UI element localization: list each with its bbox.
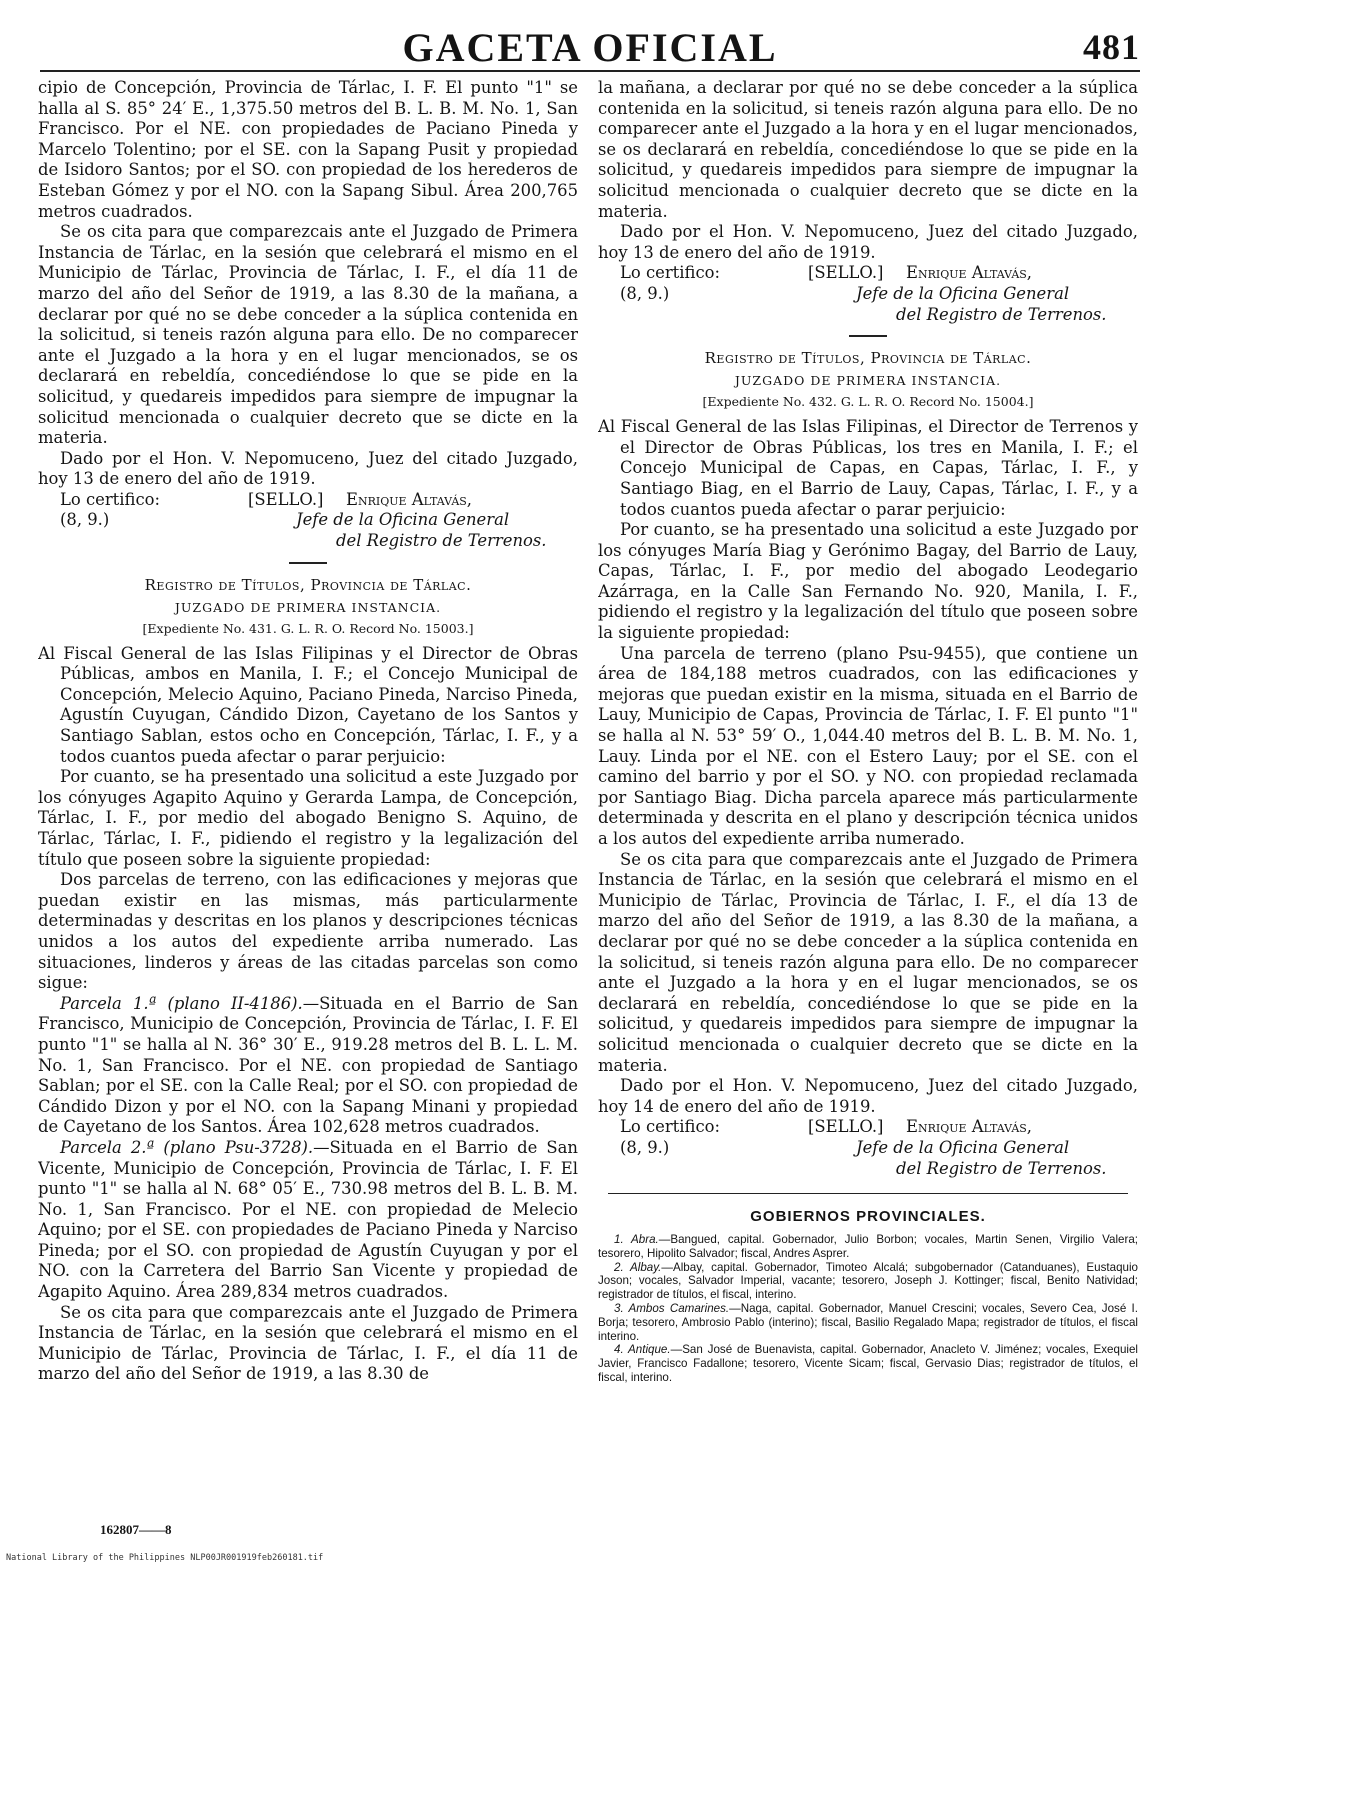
court-heading: JUZGADO DE PRIMERA INSTANCIA. <box>734 373 1002 389</box>
province-label: 1. Abra. <box>614 1233 659 1247</box>
signature-block-right-2 <box>598 1117 1138 1179</box>
province-entry-albay <box>598 1261 1138 1302</box>
signer-role-1: Jefe de la Oficina General <box>856 1137 1070 1157</box>
certifico-label: Lo certifico: <box>620 263 721 283</box>
section-divider <box>849 335 887 337</box>
summons-paragraph: Se os cita para que comparezcais ante el Juzgado de Primera Instancia de Tárlac, en la sesión que celebrará el mismo en el Municipio de Tárlac, Provincia de Tárlac, I. F., el día 11 de marzo del año del Señor de 1919, a las 8.30 de la mañana, a declarar por qué no se debe conceder a la súplica contenida en la solicitud, si teneis razón alguna para ello. De no comparecer ante el Juzgado a la hora y en el lugar mencionados, se os declarará en rebeldía, concediéndose lo que se pide en la solicitud, y quedareis impedidos para siempre de impugnar la solicitud mencionada o cualquier decreto que se dicte en la materia. <box>38 222 578 448</box>
parcel-2-text: —Situada en el Barrio de San Vicente, Municipio de Concepción, Provincia de Tárlac, I. F. El punto "1" se halla al N. 68° 05′ E., 730.98 metros del B. L. B. M. No. 1, San Francisco. Por el NE. con propiedad de Melecio Aquino; por el SE. con propiedades de Paciano Pineda y Narciso Pineda; por el SO. con propiedad de Agustín Cuyugan y por el NO. con la Carretera del Barrio San Vicente y propiedad de Agapito Aquino. Área 289,834 metros cuadrados. <box>38 1137 578 1302</box>
province-text: —San José de Buenavista, capital. Gobernador, Anacleto V. Jiménez; vocales, Exequiel Javier, Francisco Fadallone; tesorero, Vicente Sicam; fiscal, Gervasio Dias; registrador de títulos, el fiscal, interino. <box>598 1343 1138 1385</box>
parcel-1-paragraph <box>38 994 578 1138</box>
parcel-paragraph: Una parcela de terreno (plano Psu-9455), que contiene un área de 184,188 metros cuadrados, con las edificaciones y mejoras que puedan existir en la misma, situada en el Barrio de Lauy, Municipio de Capas, Provincia de Tárlac, I. F. El punto "1" se halla al N. 53° 59′ O., 1,044.40 metros del B. L. B. M. No. 1, Lauy. Linda por el NE. con el Estero Lauy; por el SE. con el camino del barrio y por el SO. y NO. con propiedad reclamada por Santiago Biag. Dicha parcela aparece más particularmente determinada y descrita en el plano y descripción técnica unidos a los autos del expediente arriba numerado. <box>598 643 1138 848</box>
seal-mark: [SELLO.] <box>808 263 884 283</box>
address-paragraph: Al Fiscal General de las Islas Filipinas y el Director de Obras Públicas, ambos en Manila, I. F.; el Concejo Municipal de Concepción, Melecio Aquino, Paciano Pineda, Narciso Pineda, Agustín Cuyugan, Cándido Dizon, Cayetano de los Santos y Santiago Sablan, estos ocho en Concepción, Tárlac, I. F., y a todos cuantos pueda afectar o parar perjuicio: <box>38 643 578 766</box>
province-text: —Bangued, capital. Gobernador, Julio Borbon; vocales, Martin Senen, Virgilio Valera; tesorero, Hipolito Salvador; fiscal, Andres Asprer. <box>598 1233 1138 1260</box>
province-entry-ambos-camarines <box>598 1302 1138 1343</box>
section-divider <box>289 562 327 564</box>
certifico-label: Lo certifico: <box>620 1117 721 1137</box>
publication-ref: (8, 9.) <box>620 1137 670 1157</box>
province-entry-antique <box>598 1343 1138 1384</box>
province-label: 3. Ambos Camarines. <box>614 1302 730 1316</box>
signer-role-1: Jefe de la Oficina General <box>296 510 510 530</box>
province-entry-abra <box>598 1233 1138 1261</box>
dated-paragraph-right-2: Dado por el Hon. V. Nepomuceno, Juez del citado Juzgado, hoy 14 de enero del año de 1919. <box>598 1076 1138 1116</box>
dated-paragraph-right: Dado por el Hon. V. Nepomuceno, Juez del citado Juzgado, hoy 13 de enero del año de 1919. <box>598 222 1138 262</box>
dated-paragraph: Dado por el Hon. V. Nepomuceno, Juez del citado Juzgado, hoy 13 de enero del año de 1919. <box>38 448 578 489</box>
seal-mark: [SELLO.] <box>248 489 324 509</box>
case-record: [Expediente No. 432. G. L. R. O. Record No. 15004.] <box>702 394 1034 410</box>
province-text: —Naga, capital. Gobernador, Manuel Crescini; vocales, Severo Cea, José I. Borja; tesorero, Ambrosio Pablo (interino); fiscal, Basilio Regalado Mapa; registrador de títulos, el fiscal interino. <box>598 1302 1138 1343</box>
petition-paragraph: Por cuanto, se ha presentado una solicitud a este Juzgado por los cónyuges Agapito Aquino y Gerarda Lampa, de Concepción, Tárlac, I. F., por medio del abogado Benigno S. Aquino, de Tárlac, Tárlac, I. F., pidiendo el registro y la legalización del título que poseen sobre la siguiente propiedad: <box>38 767 578 869</box>
parcel-1-text: —Situada en el Barrio de San Francisco, Municipio de Concepción, Provincia de Tárlac, I. F. El punto "1" se halla al N. 36° 30′ E., 919.28 metros del B. L. L. M. No. 1, San Francisco. Por el NE. con propiedad de Santiago Sablan; por el SE. con la Calle Real; por el SO. con propiedad de Cándido Dizon y por el NO. con la Sapang Minani y propiedad de Cayetano de los Santos. Área 102,628 metros cuadrados. <box>38 993 578 1137</box>
address-paragraph: Al Fiscal General de las Islas Filipinas, el Director de Terrenos y el Director de Obras Públicas, los tres en Manila, I. F.; el Concejo Municipal de Capas, en Capas, Tárlac, I. F., y Santiago Biag, en el Barrio de Lauy, Capas, Tárlac, I. F., y a todos cuantos pueda afectar o parar perjuicio: <box>598 417 1138 519</box>
province-label: 4. Antique. <box>614 1343 671 1357</box>
right-column <box>598 78 1138 1518</box>
signer-role-2: del Registro de Terrenos. <box>336 531 547 551</box>
court-heading: JUZGADO DE PRIMERA INSTANCIA. <box>174 599 442 615</box>
parcel-1-label: Parcela 1.ª (plano II-4186). <box>60 993 303 1013</box>
page-number: 481 <box>1083 27 1140 67</box>
signer-role-2: del Registro de Terrenos. <box>896 1158 1107 1178</box>
signer-role-2: del Registro de Terrenos. <box>896 304 1107 324</box>
province-text: —Albay, capital. Gobernador, Timoteo Alcalá; subgobernador (Catanduanes), Eustaquio Joson; vocales, Salvador Imperial, vacante; tesorero, Joseph J. Kottinger; fiscal, Benito Natividad; registrador de títulos, el fiscal, interino. <box>598 1260 1138 1302</box>
signer-name: Enrique Altavás, <box>906 263 1033 283</box>
publication-ref: (8, 9.) <box>60 510 110 530</box>
registry-heading: Registro de Títulos, Provincia de Tárlac. <box>704 349 1032 368</box>
left-column <box>38 78 578 1518</box>
continued-paragraph: cipio de Concepción, Provincia de Tárlac, I. F. El punto "1" se halla al S. 85° 24′ E., 1,375.50 metros del B. L. B. M. No. 1, San Francisco. Por el NE. con propiedades de Paciano Pineda y Marcelo Tolentino; por el SE. con la Sapang Pusit y propiedad de Isidoro Santos; por el SO. con propiedad de los herederos de Esteban Gómez y por el NO. con la Sapang Sibul. Área 200,765 metros cuadrados. <box>38 78 578 221</box>
case-record: [Expediente No. 431. G. L. R. O. Record No. 15003.] <box>142 620 474 636</box>
provincial-governments-heading: GOBIERNOS PROVINCIALES. <box>750 1208 986 1226</box>
section-rule <box>608 1193 1128 1194</box>
summons-paragraph-2: Se os cita para que comparezcais ante el Juzgado de Primera Instancia de Tárlac, en la sesión que celebrará el mismo en el Municipio de Tárlac, Provincia de Tárlac, I. F., el día 11 de marzo del año del Señor de 1919, a las 8.30 de <box>38 1302 578 1384</box>
masthead-rule <box>40 70 1140 72</box>
signer-role-1: Jefe de la Oficina General <box>856 283 1070 303</box>
parcel-2-label: Parcela 2.ª (plano Psu-3728). <box>60 1137 314 1157</box>
signature-block <box>38 490 578 552</box>
signer-name: Enrique Altavás, <box>346 489 473 509</box>
masthead <box>40 20 1140 72</box>
signature-block-right-1 <box>598 263 1138 325</box>
summons-paragraph: Se os cita para que comparezcais ante el Juzgado de Primera Instancia de Tárlac, en la sesión que celebrará el mismo en el Municipio de Tárlac, Provincia de Tárlac, I. F., el día 13 de marzo del año del Señor de 1919, a las 8.30 de la mañana, a declarar por qué no se debe conceder a la súplica contenida en la solicitud, si teneis razón alguna para ello. De no comparecer ante el Juzgado a la hora y en el lugar mencionados, se os declarará en rebeldía, concediéndose lo que se pide en la solicitud, y quedareis impedidos para siempre de impugnar la solicitud mencionada o cualquier decreto que se dicte en la materia. <box>598 849 1138 1075</box>
parcel-2-paragraph <box>38 1138 578 1303</box>
province-label: 2. Albay. <box>614 1260 662 1274</box>
seal-mark: [SELLO.] <box>808 1117 884 1137</box>
print-number: 162807——8 <box>100 1522 172 1537</box>
registry-heading: Registro de Títulos, Provincia de Tárlac. <box>144 575 472 594</box>
certifico-label: Lo certifico: <box>60 489 161 509</box>
signer-name: Enrique Altavás, <box>906 1117 1033 1137</box>
continued-paragraph-right: la mañana, a declarar por qué no se debe conceder a la súplica contenida en la solicitud, si teneis razón alguna para ello. De no comparecer ante el Juzgado a la hora y en el lugar mencionados, se os declarará en rebeldía, concediéndose lo que se pide en la solicitud, y quedareis impedidos para siempre de impugnar la solicitud mencionada o cualquier decreto que se dicte en la materia. <box>598 78 1138 221</box>
library-stamp: National Library of the Philippines NLP00JR001919feb260181.tif <box>6 1553 324 1563</box>
publication-ref: (8, 9.) <box>620 283 670 303</box>
petition-paragraph: Por cuanto, se ha presentado una solicitud a este Juzgado por los cónyuges María Biag y Gerónimo Bagay, del Barrio de Lauy, Capas, Tárlac, I. F., por medio del abogado Leodegario Azárraga, en la Calle San Fernando No. 920, Manila, I. F., pidiendo el registro y la legalización del título que poseen sobre la siguiente propiedad: <box>598 520 1138 643</box>
gazette-title: GACETA OFICIAL <box>402 25 778 70</box>
parcels-intro-paragraph: Dos parcelas de terreno, con las edificaciones y mejoras que puedan existir en las mismas, más particularmente determinadas y descritas en los planos y descripciones técnicas unidos a los autos del expediente arriba numerado. Las situaciones, linderos y áreas de las citadas parcelas son como sigue: <box>38 870 578 993</box>
